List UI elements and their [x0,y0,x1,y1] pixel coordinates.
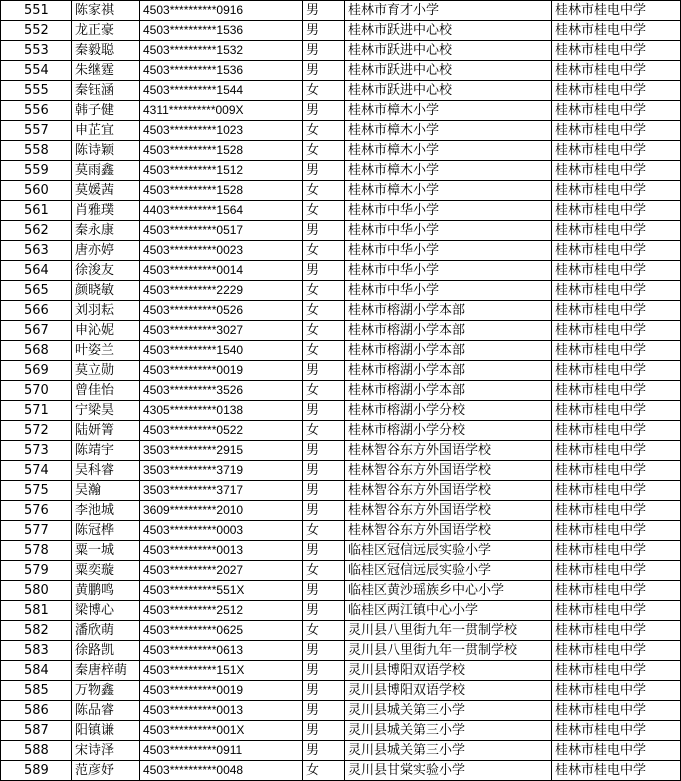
gender-cell: 男 [303,681,345,701]
assigned-school-cell: 桂林市桂电中学 [552,281,681,301]
gender-cell: 男 [303,441,345,461]
id-number-cell: 4311**********009X [140,101,303,121]
assigned-school-cell: 桂林市桂电中学 [552,1,681,21]
student-name-cell: 朱继霆 [72,61,140,81]
id-number-cell: 4503**********0023 [140,241,303,261]
row-number-cell: 556 [1,101,72,121]
assigned-school-cell: 桂林市桂电中学 [552,641,681,661]
id-number-cell: 4503**********2027 [140,561,303,581]
student-name-cell: 韩子健 [72,101,140,121]
id-number-cell: 4503**********0019 [140,361,303,381]
primary-school-cell: 桂林智谷东方外国语学校 [345,481,552,501]
row-number-cell: 569 [1,361,72,381]
assigned-school-cell: 桂林市桂电中学 [552,61,681,81]
id-number-cell: 4403**********1564 [140,201,303,221]
gender-cell: 男 [303,221,345,241]
primary-school-cell: 灵川县城关第三小学 [345,721,552,741]
primary-school-cell: 桂林市榕湖小学本部 [345,301,552,321]
row-number-cell: 575 [1,481,72,501]
assigned-school-cell: 桂林市桂电中学 [552,141,681,161]
primary-school-cell: 桂林市跃进中心校 [345,61,552,81]
table-row [1,341,681,361]
primary-school-cell: 桂林智谷东方外国语学校 [345,501,552,521]
student-name-cell: 申沁妮 [72,321,140,341]
row-number-cell: 565 [1,281,72,301]
row-number-cell: 568 [1,341,72,361]
student-name-cell: 肖雅璞 [72,201,140,221]
primary-school-cell: 桂林市榕湖小学本部 [345,341,552,361]
primary-school-cell: 桂林市榕湖小学分校 [345,421,552,441]
table-row [1,101,681,121]
row-number-cell: 574 [1,461,72,481]
row-number-cell: 567 [1,321,72,341]
gender-cell: 男 [303,741,345,761]
id-number-cell: 4503**********0013 [140,541,303,561]
gender-cell: 男 [303,41,345,61]
table-row [1,41,681,61]
assigned-school-cell: 桂林市桂电中学 [552,261,681,281]
id-number-cell: 4503**********0517 [140,221,303,241]
id-number-cell: 4503**********1544 [140,81,303,101]
student-name-cell: 陈品睿 [72,701,140,721]
primary-school-cell: 桂林市樟木小学 [345,141,552,161]
assigned-school-cell: 桂林市桂电中学 [552,201,681,221]
id-number-cell: 3503**********3717 [140,481,303,501]
row-number-cell: 560 [1,181,72,201]
gender-cell: 女 [303,321,345,341]
primary-school-cell: 桂林智谷东方外国语学校 [345,441,552,461]
gender-cell: 男 [303,541,345,561]
assigned-school-cell: 桂林市桂电中学 [552,41,681,61]
table-row [1,201,681,221]
row-number-cell: 579 [1,561,72,581]
id-number-cell: 4503**********2229 [140,281,303,301]
row-number-cell: 551 [1,1,72,21]
gender-cell: 男 [303,61,345,81]
assigned-school-cell: 桂林市桂电中学 [552,461,681,481]
assigned-school-cell: 桂林市桂电中学 [552,401,681,421]
gender-cell: 男 [303,641,345,661]
student-name-cell: 黄鹏鸣 [72,581,140,601]
table-row [1,61,681,81]
primary-school-cell: 临桂区黄沙瑶族乡中心小学 [345,581,552,601]
assigned-school-cell: 桂林市桂电中学 [552,721,681,741]
id-number-cell: 4503**********1532 [140,41,303,61]
student-name-cell: 万物鑫 [72,681,140,701]
primary-school-cell: 桂林市樟木小学 [345,181,552,201]
id-number-cell: 4503**********3027 [140,321,303,341]
gender-cell: 男 [303,481,345,501]
table-row [1,621,681,641]
student-name-cell: 秦唐梓萌 [72,661,140,681]
assigned-school-cell: 桂林市桂电中学 [552,421,681,441]
table-row [1,401,681,421]
primary-school-cell: 桂林市中华小学 [345,201,552,221]
table-row [1,21,681,41]
table-row [1,241,681,261]
table-row [1,561,681,581]
assigned-school-cell: 桂林市桂电中学 [552,441,681,461]
table-row [1,221,681,241]
table-row [1,641,681,661]
primary-school-cell: 桂林市中华小学 [345,221,552,241]
student-name-cell: 刘羽耘 [72,301,140,321]
assigned-school-cell: 桂林市桂电中学 [552,501,681,521]
student-name-cell: 李池城 [72,501,140,521]
id-number-cell: 4503**********001X [140,721,303,741]
id-number-cell: 4503**********0911 [140,741,303,761]
student-name-cell: 徐路凯 [72,641,140,661]
row-number-cell: 589 [1,761,72,781]
primary-school-cell: 桂林市樟木小学 [345,101,552,121]
student-name-cell: 徐浚友 [72,261,140,281]
student-name-cell: 陈靖宇 [72,441,140,461]
table-row [1,761,681,781]
primary-school-cell: 桂林市榕湖小学本部 [345,321,552,341]
row-number-cell: 570 [1,381,72,401]
id-number-cell: 3609**********2010 [140,501,303,521]
assigned-school-cell: 桂林市桂电中学 [552,661,681,681]
row-number-cell: 553 [1,41,72,61]
assigned-school-cell: 桂林市桂电中学 [552,221,681,241]
table-row [1,601,681,621]
table-row [1,361,681,381]
id-number-cell: 4503**********1512 [140,161,303,181]
primary-school-cell: 桂林市跃进中心校 [345,21,552,41]
id-number-cell: 4503**********551X [140,581,303,601]
id-number-cell: 4503**********0003 [140,521,303,541]
primary-school-cell: 灵川县城关第三小学 [345,741,552,761]
table-row [1,281,681,301]
student-name-cell: 秦毅聪 [72,41,140,61]
student-name-cell: 龙正豪 [72,21,140,41]
student-name-cell: 粟一城 [72,541,140,561]
id-number-cell: 3503**********2915 [140,441,303,461]
primary-school-cell: 桂林市中华小学 [345,261,552,281]
student-name-cell: 莫雨鑫 [72,161,140,181]
gender-cell: 女 [303,561,345,581]
gender-cell: 男 [303,1,345,21]
gender-cell: 男 [303,701,345,721]
row-number-cell: 577 [1,521,72,541]
gender-cell: 男 [303,401,345,421]
gender-cell: 女 [303,241,345,261]
gender-cell: 男 [303,101,345,121]
table-row [1,261,681,281]
id-number-cell: 4503**********0019 [140,681,303,701]
id-number-cell: 4503**********0013 [140,701,303,721]
student-name-cell: 陈诗颖 [72,141,140,161]
assigned-school-cell: 桂林市桂电中学 [552,241,681,261]
id-number-cell: 4503**********1540 [140,341,303,361]
student-name-cell: 宋诗泽 [72,741,140,761]
assigned-school-cell: 桂林市桂电中学 [552,541,681,561]
table-row [1,121,681,141]
table-row [1,581,681,601]
row-number-cell: 561 [1,201,72,221]
row-number-cell: 559 [1,161,72,181]
row-number-cell: 566 [1,301,72,321]
assigned-school-cell: 桂林市桂电中学 [552,561,681,581]
assigned-school-cell: 桂林市桂电中学 [552,521,681,541]
row-number-cell: 578 [1,541,72,561]
primary-school-cell: 灵川县八里街九年一贯制学校 [345,641,552,661]
primary-school-cell: 桂林智谷东方外国语学校 [345,521,552,541]
table-row [1,681,681,701]
id-number-cell: 4503**********1536 [140,21,303,41]
student-name-cell: 申芷宜 [72,121,140,141]
primary-school-cell: 桂林市樟木小学 [345,121,552,141]
id-number-cell: 4503**********0625 [140,621,303,641]
assigned-school-cell: 桂林市桂电中学 [552,321,681,341]
row-number-cell: 582 [1,621,72,641]
assigned-school-cell: 桂林市桂电中学 [552,761,681,781]
id-number-cell: 4503**********151X [140,661,303,681]
primary-school-cell: 桂林市樟木小学 [345,161,552,181]
gender-cell: 男 [303,721,345,741]
assigned-school-cell: 桂林市桂电中学 [552,301,681,321]
table-row [1,461,681,481]
gender-cell: 男 [303,601,345,621]
row-number-cell: 573 [1,441,72,461]
student-name-cell: 唐亦婷 [72,241,140,261]
gender-cell: 女 [303,121,345,141]
assigned-school-cell: 桂林市桂电中学 [552,121,681,141]
gender-cell: 男 [303,261,345,281]
row-number-cell: 576 [1,501,72,521]
table-row [1,381,681,401]
table-row [1,421,681,441]
gender-cell: 女 [303,521,345,541]
id-number-cell: 4503**********0613 [140,641,303,661]
row-number-cell: 558 [1,141,72,161]
table-row [1,721,681,741]
table-row [1,701,681,721]
row-number-cell: 585 [1,681,72,701]
student-name-cell: 潘欣萌 [72,621,140,641]
gender-cell: 男 [303,501,345,521]
id-number-cell: 4503**********0916 [140,1,303,21]
student-name-cell: 阳镇谦 [72,721,140,741]
primary-school-cell: 桂林市榕湖小学本部 [345,381,552,401]
primary-school-cell: 灵川县博阳双语学校 [345,661,552,681]
id-number-cell: 4305**********0138 [140,401,303,421]
row-number-cell: 583 [1,641,72,661]
gender-cell: 女 [303,201,345,221]
assigned-school-cell: 桂林市桂电中学 [552,341,681,361]
id-number-cell: 4503**********1528 [140,181,303,201]
student-name-cell: 陈冠桦 [72,521,140,541]
table-row [1,161,681,181]
gender-cell: 女 [303,81,345,101]
gender-cell: 男 [303,461,345,481]
student-name-cell: 颜晓敏 [72,281,140,301]
assigned-school-cell: 桂林市桂电中学 [552,381,681,401]
assigned-school-cell: 桂林市桂电中学 [552,21,681,41]
table-row [1,481,681,501]
assigned-school-cell: 桂林市桂电中学 [552,481,681,501]
gender-cell: 男 [303,161,345,181]
assigned-school-cell: 桂林市桂电中学 [552,361,681,381]
assigned-school-cell: 桂林市桂电中学 [552,81,681,101]
row-number-cell: 587 [1,721,72,741]
student-name-cell: 宁梁昊 [72,401,140,421]
primary-school-cell: 灵川县八里街九年一贯制学校 [345,621,552,641]
gender-cell: 女 [303,381,345,401]
id-number-cell: 4503**********1528 [140,141,303,161]
gender-cell: 女 [303,181,345,201]
primary-school-cell: 灵川县甘棠实验小学 [345,761,552,781]
assigned-school-cell: 桂林市桂电中学 [552,601,681,621]
id-number-cell: 4503**********1023 [140,121,303,141]
primary-school-cell: 临桂区冠信远辰实验小学 [345,561,552,581]
table-row [1,741,681,761]
table-row [1,301,681,321]
row-number-cell: 552 [1,21,72,41]
primary-school-cell: 桂林市榕湖小学本部 [345,361,552,381]
table-row [1,661,681,681]
primary-school-cell: 桂林市跃进中心校 [345,81,552,101]
student-name-cell: 粟奕璇 [72,561,140,581]
student-name-cell: 莫立勋 [72,361,140,381]
gender-cell: 女 [303,141,345,161]
row-number-cell: 557 [1,121,72,141]
id-number-cell: 4503**********0522 [140,421,303,441]
gender-cell: 男 [303,361,345,381]
primary-school-cell: 灵川县城关第三小学 [345,701,552,721]
table-row [1,441,681,461]
id-number-cell: 4503**********0014 [140,261,303,281]
primary-school-cell: 灵川县博阳双语学校 [345,681,552,701]
row-number-cell: 563 [1,241,72,261]
id-number-cell: 4503**********2512 [140,601,303,621]
primary-school-cell: 桂林市榕湖小学分校 [345,401,552,421]
table-body [1,1,681,781]
gender-cell: 男 [303,661,345,681]
student-name-cell: 秦钰涵 [72,81,140,101]
table-row [1,1,681,21]
assigned-school-cell: 桂林市桂电中学 [552,621,681,641]
assigned-school-cell: 桂林市桂电中学 [552,681,681,701]
assigned-school-cell: 桂林市桂电中学 [552,161,681,181]
table-row [1,81,681,101]
student-name-cell: 叶姿兰 [72,341,140,361]
assigned-school-cell: 桂林市桂电中学 [552,741,681,761]
row-number-cell: 581 [1,601,72,621]
primary-school-cell: 桂林市中华小学 [345,281,552,301]
assigned-school-cell: 桂林市桂电中学 [552,581,681,601]
table-row [1,541,681,561]
id-number-cell: 4503**********1536 [140,61,303,81]
primary-school-cell: 桂林市育才小学 [345,1,552,21]
primary-school-cell: 桂林市中华小学 [345,241,552,261]
student-name-cell: 吴瀚 [72,481,140,501]
row-number-cell: 572 [1,421,72,441]
gender-cell: 女 [303,621,345,641]
gender-cell: 女 [303,281,345,301]
row-number-cell: 584 [1,661,72,681]
gender-cell: 女 [303,761,345,781]
gender-cell: 男 [303,21,345,41]
assigned-school-cell: 桂林市桂电中学 [552,101,681,121]
row-number-cell: 571 [1,401,72,421]
row-number-cell: 580 [1,581,72,601]
student-name-cell: 范彦妤 [72,761,140,781]
student-name-cell: 曾佳怡 [72,381,140,401]
primary-school-cell: 桂林智谷东方外国语学校 [345,461,552,481]
student-name-cell: 陆妍箐 [72,421,140,441]
row-number-cell: 554 [1,61,72,81]
gender-cell: 男 [303,581,345,601]
gender-cell: 女 [303,421,345,441]
student-name-cell: 吴科睿 [72,461,140,481]
student-name-cell: 陈家祺 [72,1,140,21]
gender-cell: 女 [303,301,345,321]
student-name-cell: 莫媛茜 [72,181,140,201]
primary-school-cell: 桂林市跃进中心校 [345,41,552,61]
student-name-cell: 梁博心 [72,601,140,621]
table-row [1,181,681,201]
primary-school-cell: 临桂区两江镇中心小学 [345,601,552,621]
id-number-cell: 4503**********0526 [140,301,303,321]
row-number-cell: 588 [1,741,72,761]
row-number-cell: 555 [1,81,72,101]
id-number-cell: 4503**********0048 [140,761,303,781]
gender-cell: 女 [303,341,345,361]
primary-school-cell: 临桂区冠信远辰实验小学 [345,541,552,561]
row-number-cell: 564 [1,261,72,281]
table-row [1,321,681,341]
table-row [1,501,681,521]
row-number-cell: 586 [1,701,72,721]
assigned-school-cell: 桂林市桂电中学 [552,701,681,721]
row-number-cell: 562 [1,221,72,241]
id-number-cell: 4503**********3526 [140,381,303,401]
table-row [1,521,681,541]
table-row [1,141,681,161]
id-number-cell: 3503**********3719 [140,461,303,481]
assigned-school-cell: 桂林市桂电中学 [552,181,681,201]
student-name-cell: 秦永康 [72,221,140,241]
